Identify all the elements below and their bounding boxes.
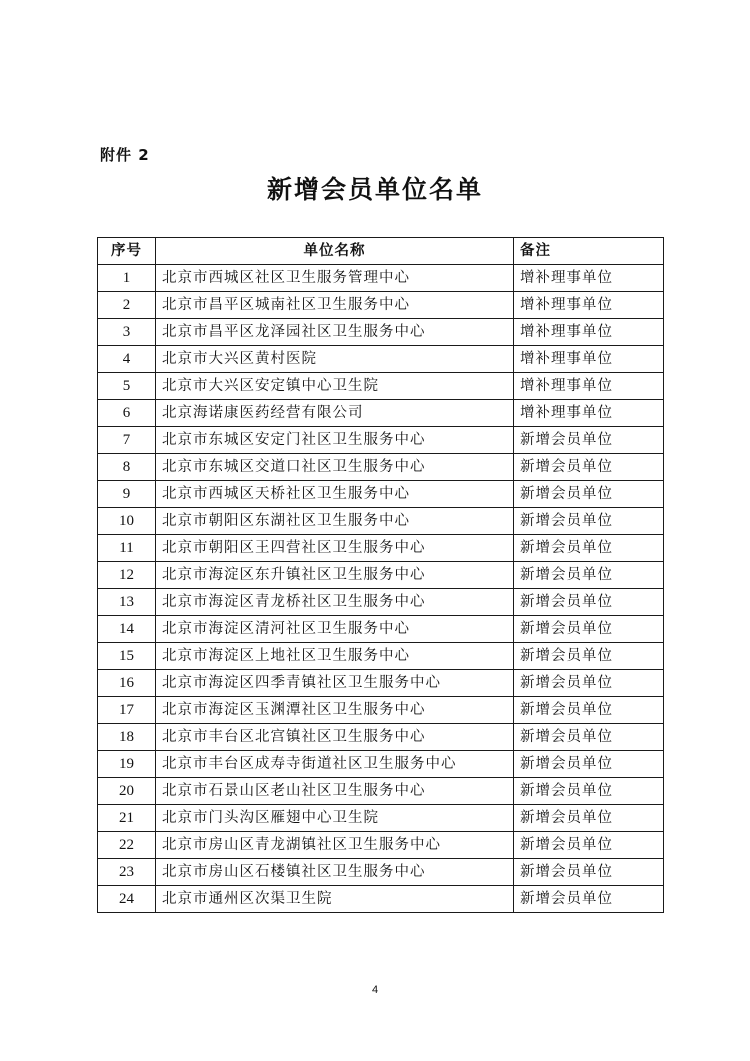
- table-row: [98, 886, 664, 913]
- note-cell: 新增会员单位: [514, 751, 664, 778]
- unit-name-cell: 北京市丰台区北宫镇社区卫生服务中心: [156, 724, 514, 751]
- note-cell: 新增会员单位: [514, 616, 664, 643]
- table-row: [98, 589, 664, 616]
- note-cell: 增补理事单位: [514, 346, 664, 373]
- row-number-cell: 22: [98, 832, 156, 859]
- note-cell: 新增会员单位: [514, 643, 664, 670]
- unit-name-cell: 北京市门头沟区雁翅中心卫生院: [156, 805, 514, 832]
- page-title: 新增会员单位名单: [266, 175, 483, 204]
- column-header-unit-name: 单位名称: [156, 238, 514, 265]
- note-cell: 新增会员单位: [514, 454, 664, 481]
- row-number-cell: 23: [98, 859, 156, 886]
- note-cell: 新增会员单位: [514, 832, 664, 859]
- table-row: [98, 751, 664, 778]
- page-number: 4: [371, 984, 379, 996]
- note-cell: 增补理事单位: [514, 292, 664, 319]
- table-row: [98, 562, 664, 589]
- row-number-cell: 24: [98, 886, 156, 913]
- note-cell: 增补理事单位: [514, 265, 664, 292]
- note-cell: 新增会员单位: [514, 670, 664, 697]
- unit-name-cell: 北京市昌平区龙泽园社区卫生服务中心: [156, 319, 514, 346]
- note-cell: 增补理事单位: [514, 319, 664, 346]
- unit-name-cell: 北京市朝阳区东湖社区卫生服务中心: [156, 508, 514, 535]
- unit-name-cell: 北京市房山区石楼镇社区卫生服务中心: [156, 859, 514, 886]
- attachment-label: 附件 2: [100, 146, 150, 164]
- row-number-cell: 6: [98, 400, 156, 427]
- unit-name-cell: 北京市海淀区清河社区卫生服务中心: [156, 616, 514, 643]
- row-number-cell: 4: [98, 346, 156, 373]
- note-cell: 新增会员单位: [514, 481, 664, 508]
- row-number-cell: 20: [98, 778, 156, 805]
- table-row: [98, 859, 664, 886]
- unit-name-cell: 北京市丰台区成寿寺街道社区卫生服务中心: [156, 751, 514, 778]
- unit-name-cell: 北京市东城区交道口社区卫生服务中心: [156, 454, 514, 481]
- table-row: [98, 778, 664, 805]
- unit-name-cell: 北京市海淀区四季青镇社区卫生服务中心: [156, 670, 514, 697]
- row-number-cell: 19: [98, 751, 156, 778]
- note-cell: 增补理事单位: [514, 400, 664, 427]
- note-cell: 新增会员单位: [514, 724, 664, 751]
- unit-name-cell: 北京市东城区安定门社区卫生服务中心: [156, 427, 514, 454]
- row-number-cell: 14: [98, 616, 156, 643]
- unit-name-cell: 北京市大兴区黄村医院: [156, 346, 514, 373]
- row-number-cell: 3: [98, 319, 156, 346]
- unit-name-cell: 北京市通州区次渠卫生院: [156, 886, 514, 913]
- row-number-cell: 1: [98, 265, 156, 292]
- row-number-cell: 15: [98, 643, 156, 670]
- unit-name-cell: 北京市昌平区城南社区卫生服务中心: [156, 292, 514, 319]
- unit-name-cell: 北京市海淀区上地社区卫生服务中心: [156, 643, 514, 670]
- note-cell: 新增会员单位: [514, 886, 664, 913]
- note-cell: 新增会员单位: [514, 859, 664, 886]
- row-number-cell: 12: [98, 562, 156, 589]
- column-header-note: 备注: [514, 238, 664, 265]
- table-row: [98, 670, 664, 697]
- table-row: [98, 643, 664, 670]
- note-cell: 新增会员单位: [514, 805, 664, 832]
- table-row: [98, 373, 664, 400]
- table-body: [98, 265, 664, 913]
- note-cell: 新增会员单位: [514, 697, 664, 724]
- unit-name-cell: 北京市房山区青龙湖镇社区卫生服务中心: [156, 832, 514, 859]
- note-cell: 新增会员单位: [514, 562, 664, 589]
- row-number-cell: 18: [98, 724, 156, 751]
- table-row: [98, 292, 664, 319]
- unit-name-cell: 北京市西城区天桥社区卫生服务中心: [156, 481, 514, 508]
- table-row: [98, 346, 664, 373]
- note-cell: 新增会员单位: [514, 589, 664, 616]
- table-row: [98, 535, 664, 562]
- row-number-cell: 17: [98, 697, 156, 724]
- row-number-cell: 8: [98, 454, 156, 481]
- unit-name-cell: 北京市海淀区东升镇社区卫生服务中心: [156, 562, 514, 589]
- note-cell: 新增会员单位: [514, 778, 664, 805]
- unit-name-cell: 北京市海淀区青龙桥社区卫生服务中心: [156, 589, 514, 616]
- unit-name-cell: 北京市石景山区老山社区卫生服务中心: [156, 778, 514, 805]
- table-row: [98, 454, 664, 481]
- table-row: [98, 427, 664, 454]
- table-row: [98, 616, 664, 643]
- table-row: [98, 400, 664, 427]
- unit-name-cell: 北京市西城区社区卫生服务管理中心: [156, 265, 514, 292]
- note-cell: 新增会员单位: [514, 508, 664, 535]
- table-header-row: [98, 238, 664, 265]
- table-row: [98, 319, 664, 346]
- row-number-cell: 21: [98, 805, 156, 832]
- table-row: [98, 265, 664, 292]
- table-row: [98, 508, 664, 535]
- table-row: [98, 832, 664, 859]
- table-row: [98, 724, 664, 751]
- note-cell: 新增会员单位: [514, 427, 664, 454]
- row-number-cell: 2: [98, 292, 156, 319]
- row-number-cell: 13: [98, 589, 156, 616]
- column-header-no: 序号: [98, 238, 156, 265]
- note-cell: 增补理事单位: [514, 373, 664, 400]
- unit-name-cell: 北京市朝阳区王四营社区卫生服务中心: [156, 535, 514, 562]
- row-number-cell: 7: [98, 427, 156, 454]
- row-number-cell: 5: [98, 373, 156, 400]
- row-number-cell: 9: [98, 481, 156, 508]
- table-row: [98, 697, 664, 724]
- unit-name-cell: 北京市海淀区玉渊潭社区卫生服务中心: [156, 697, 514, 724]
- unit-name-cell: 北京市大兴区安定镇中心卫生院: [156, 373, 514, 400]
- member-unit-table: [97, 237, 664, 913]
- table-row: [98, 481, 664, 508]
- note-cell: 新增会员单位: [514, 535, 664, 562]
- table-row: [98, 805, 664, 832]
- row-number-cell: 10: [98, 508, 156, 535]
- row-number-cell: 11: [98, 535, 156, 562]
- unit-name-cell: 北京海诺康医药经营有限公司: [156, 400, 514, 427]
- row-number-cell: 16: [98, 670, 156, 697]
